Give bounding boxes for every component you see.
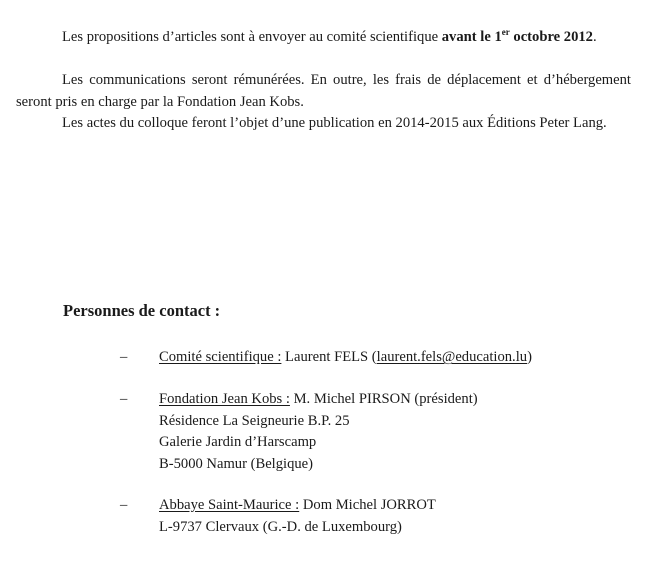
contacts-heading: Personnes de contact : — [63, 301, 221, 320]
contact-label: Fondation Jean Kobs : — [159, 391, 290, 407]
paragraph-submission-deadline — [16, 27, 631, 49]
contact-label: Comité scientifique : — [159, 349, 282, 365]
address-line: Résidence La Seigneurie B.P. 25 — [159, 412, 350, 429]
deadline-date: octobre 2012 — [509, 29, 593, 45]
contact-name-close: ) — [527, 349, 532, 365]
deadline-lead: avant le 1 — [441, 29, 502, 45]
dash-bullet: – — [120, 391, 128, 407]
address-line: B-5000 Namur (Belgique) — [159, 455, 314, 472]
dash-bullet: – — [120, 349, 128, 365]
deadline-bold — [442, 29, 593, 45]
deadline-superscript: er — [501, 27, 510, 37]
remuneration-text: Les communications seront rémunérées. En outre, les frais de déplacement et d’hébergement seront pris en charge par la Fondation Jean Kobs. — [16, 72, 631, 110]
dash-bullet: – — [120, 497, 128, 513]
submission-period: . — [592, 29, 597, 45]
email-link[interactable]: laurent.fels@education.lu — [376, 349, 528, 365]
contact-name: Dom Michel JORROT — [299, 497, 436, 513]
contact-item-scientific-committee — [120, 347, 532, 369]
submission-text: Les propositions d’articles sont à envoyer au comité scientifique — [62, 29, 442, 45]
contact-item-abbey — [120, 495, 436, 538]
address-line: L-9737 Clervaux (G.-D. de Luxembourg) — [159, 518, 402, 535]
paragraph-publication — [16, 113, 631, 135]
paragraph-remuneration — [16, 70, 631, 113]
contact-label: Abbaye Saint-Maurice : — [159, 497, 300, 513]
contact-name: Laurent FELS ( — [281, 349, 377, 365]
contact-name: M. Michel PIRSON (président) — [289, 391, 478, 407]
publication-text: Les actes du colloque feront l’objet d’une publication en 2014-2015 aux Éditions Peter Lang. — [62, 115, 607, 131]
contact-item-foundation — [120, 389, 478, 475]
address-line: Galerie Jardin d’Harscamp — [159, 434, 317, 450]
